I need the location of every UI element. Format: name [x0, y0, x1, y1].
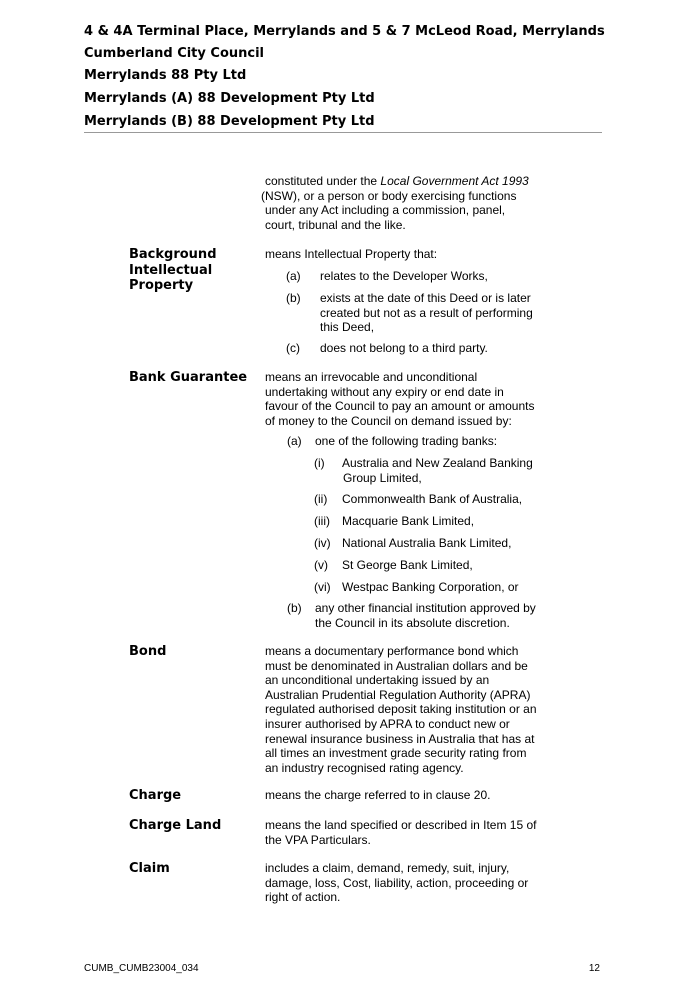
continuation-line-2: (NSW), or a person or body exercising functions — [261, 188, 517, 203]
term-line: Property — [129, 278, 194, 293]
term-claim: Claim — [129, 861, 170, 876]
subitem-text — [342, 456, 572, 485]
subitem-text: Westpac Banking Corporation, or — [342, 580, 519, 594]
subitem-label: (ii) — [314, 492, 328, 506]
definition-line: renewal insurance business in Australia that has at — [265, 731, 535, 746]
definition-charge-land — [265, 818, 575, 847]
item-label: (a) — [286, 269, 301, 283]
item-text — [320, 291, 570, 335]
subitem-label: (iv) — [314, 536, 331, 550]
definition-line: regulated authorised deposit taking institution or an — [265, 702, 537, 717]
definition-line: Australian Prudential Regulation Authority (APRA) — [265, 687, 531, 702]
definition-line: favour of the Council to pay an amount or amounts — [265, 399, 535, 414]
continuation-line-4: court, tribunal and the like. — [265, 217, 406, 232]
term-background-ip — [129, 247, 254, 294]
definition-line: means a documentary performance bond which — [265, 644, 519, 658]
subitem-text: National Australia Bank Limited, — [342, 536, 512, 550]
item-text: does not belong to a third party. — [320, 341, 488, 355]
item-label: (a) — [287, 434, 302, 448]
definition-line: includes a claim, demand, remedy, suit, injury, — [265, 861, 510, 875]
item-label: (b) — [287, 601, 302, 615]
definition-claim — [265, 861, 575, 905]
subitem-line: Group Limited, — [343, 470, 422, 485]
definition-line: an industry recognised rating agency. — [265, 760, 464, 775]
term-line: Intellectual — [129, 262, 213, 278]
definition-bank-guarantee — [265, 370, 565, 428]
subitem-label: (v) — [314, 558, 328, 572]
item-line: created but not as a result of performing — [320, 305, 533, 320]
header-party-3: Merrylands (B) 88 Development Pty Ltd — [84, 114, 375, 129]
term-charge: Charge — [129, 788, 182, 803]
term-bond: Bond — [129, 644, 167, 659]
footer-page-number: 12 — [588, 963, 600, 974]
definition-line: damage, loss, Cost, liability, action, proceeding or — [265, 875, 529, 890]
subitem-label: (i) — [314, 456, 325, 470]
definition-line: of money to the Council on demand issued by: — [265, 413, 512, 428]
item-label: (c) — [286, 341, 300, 355]
definition-line: must be denominated in Australian dollars and be — [265, 658, 528, 673]
definition-background-ip: means Intellectual Property that: — [265, 247, 438, 261]
item-label: (b) — [286, 291, 301, 305]
header-council: Cumberland City Council — [84, 46, 265, 61]
continuation-line-3: under any Act including a commission, panel, — [265, 203, 506, 218]
item-line: exists at the date of this Deed or is later — [320, 291, 531, 305]
term-charge-land: Charge Land — [129, 818, 222, 833]
item-text: one of the following trading banks: — [315, 434, 498, 448]
item-line: this Deed, — [320, 320, 375, 335]
subitem-text: Macquarie Bank Limited, — [342, 514, 475, 528]
footer-document-reference: CUMB_CUMB23004_034 — [84, 963, 199, 974]
item-text — [315, 601, 565, 630]
definition-line: insurer authorised by APRA to conduct new or — [265, 716, 510, 731]
subitem-label: (iii) — [314, 514, 330, 528]
definition-line: means an irrevocable and unconditional — [265, 370, 478, 384]
definition-line: means the land specified or described in Item 15 of — [265, 818, 537, 832]
header-party-2: Merrylands (A) 88 Development Pty Ltd — [84, 91, 375, 106]
act-name: Local Government Act 1993 — [380, 174, 529, 188]
definition-line: the VPA Particulars. — [265, 832, 371, 847]
header-property-address: 4 & 4A Terminal Place, Merrylands and 5 & 7 McLeod Road, Merrylands — [84, 24, 605, 39]
item-line: any other financial institution approved by — [315, 601, 536, 615]
subitem-line: Australia and New Zealand Banking — [342, 456, 533, 470]
definition-line: undertaking without any expiry or end date in — [265, 384, 504, 399]
definition-bond — [265, 644, 575, 775]
header-divider — [84, 132, 602, 133]
header-party-1: Merrylands 88 Pty Ltd — [84, 68, 247, 83]
continuation-paragraph — [261, 174, 565, 232]
term-bank-guarantee: Bank Guarantee — [129, 370, 248, 385]
definition-line: all times an investment grade security rating from — [265, 746, 527, 761]
subitem-text: Commonwealth Bank of Australia, — [342, 492, 523, 506]
definition-charge: means the charge referred to in clause 20. — [265, 788, 491, 802]
term-line: Background — [129, 247, 217, 262]
definition-line: an unconditional undertaking issued by an — [265, 673, 490, 688]
continuation-pre: constituted under the — [265, 174, 381, 188]
item-line: the Council in its absolute discretion. — [315, 615, 510, 630]
item-text: relates to the Developer Works, — [320, 269, 488, 283]
subitem-text: St George Bank Limited, — [342, 558, 473, 572]
definition-line: right of action. — [265, 890, 341, 905]
subitem-label: (vi) — [314, 580, 331, 594]
